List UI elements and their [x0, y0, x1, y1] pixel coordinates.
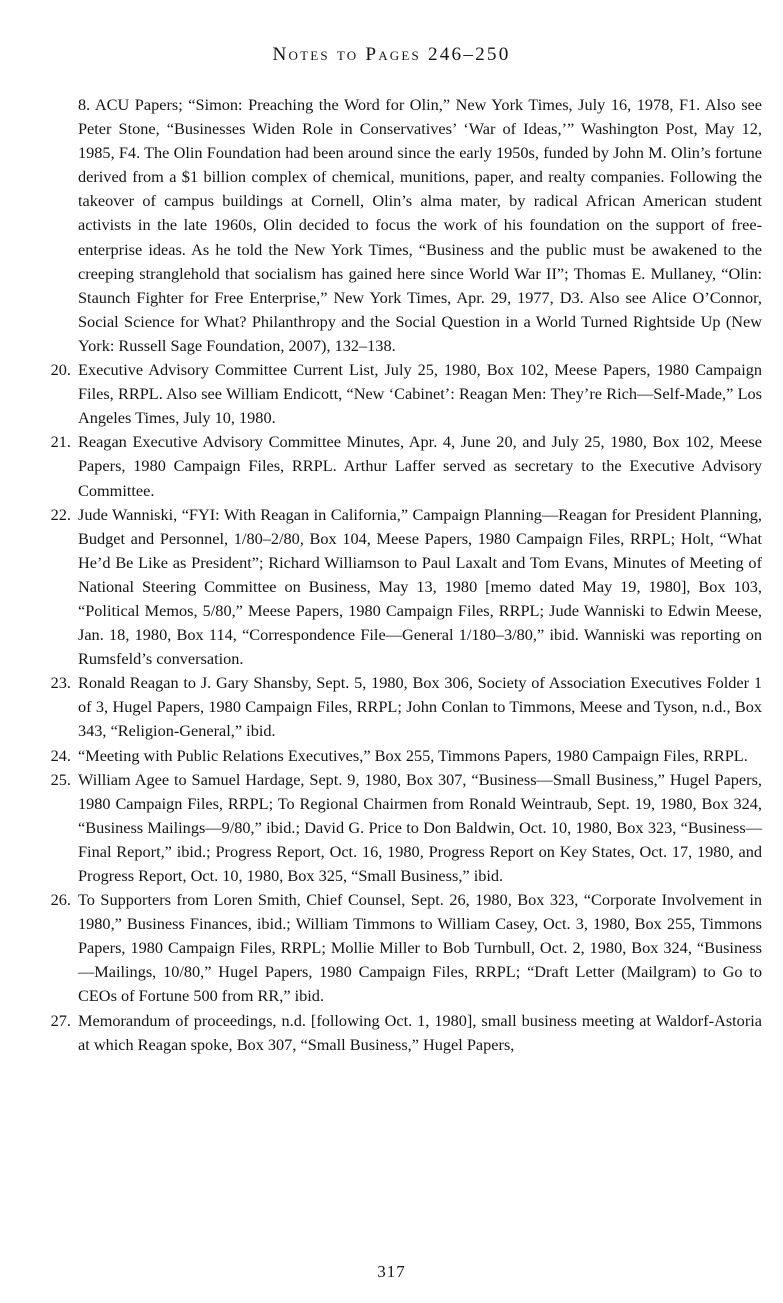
- endnote: [20, 1009, 762, 1057]
- endnote: [20, 671, 762, 743]
- endnote-text: “Meeting with Public Relations Executives,” Box 255, Timmons Papers, 1980 Campaign Files, RRPL.: [78, 745, 748, 765]
- endnote-text: Jude Wanniski, “FYI: With Reagan in California,” Campaign Planning—Reagan for President Planning, Budget and Personnel, 1/80–2/80, Box 104, Meese Papers, 1980 Campaign Files, RRPL; Holt, “What He’d Be Like as President”; Richard Williamson to Paul Laxalt and Tom Evans, Minutes of Meeting of National Steering Committee on Business, May 13, 1980 [memo dated May 19, 1980], Box 103, “Political Memos, 5/80,” Meese Papers, 1980 Campaign Files, RRPL; Jude Wanniski to Edwin Meese, Jan. 18, 1980, Box 114, “Correspondence File—General 1/180–3/80,” ibid. Wanniski was reporting on Rumsfeld’s conversation.: [78, 504, 762, 669]
- running-head: Notes to Pages 246–250: [272, 44, 511, 65]
- endnote: [20, 430, 762, 502]
- endnote-text: 8. ACU Papers; “Simon: Preaching the Word for Olin,” New York Times, July 16, 1978, F1. Also see Peter Stone, “Businesses Widen Role in Conservatives’ ‘War of Ideas,’” Washington Post, May 12, 1985, F4. The Olin Foundation had been around since the early 1950s, funded by John M. Olin’s fortune derived from a $1 billion complex of chemical, munitions, paper, and realty companies. Following the takeover of campus buildings at Cornell, Olin’s alma mater, by radical African American student activists in the late 1960s, Olin decided to focus the work of his foundation on the support of free-enterprise ideas. As he told the New York Times, “Business and the public must be awakened to the creeping stranglehold that socialism has gained here since World War II”; Thomas E. Mullaney, “Olin: Staunch Fighter for Free Enterprise,” New York Times, Apr. 29, 1977, D3. Also see Alice O’Connor, Social Science for What? Philanthropy and the Social Question in a World Turned Rightside Up (New York: Russell Sage Foundation, 2007), 132–138.: [78, 95, 762, 355]
- page-number: 317: [377, 1262, 406, 1281]
- endnote: [20, 768, 762, 888]
- endnote: [20, 744, 762, 768]
- endnotes-list: [20, 93, 762, 1057]
- endnote-continued: [20, 93, 762, 358]
- endnote: [20, 358, 762, 430]
- endnote-number: 22.: [50, 504, 71, 524]
- endnote-text: Memorandum of proceedings, n.d. [following Oct. 1, 1980], small business meeting at Waldorf-Astoria at which Reagan spoke, Box 307, “Small Business,” Hugel Papers,: [78, 1010, 762, 1054]
- endnote-text: Ronald Reagan to J. Gary Shansby, Sept. 5, 1980, Box 306, Society of Association Executives Folder 1 of 3, Hugel Papers, 1980 Campaign Files, RRPL; John Conlan to Timmons, Meese and Tyson, n.d., Box 343, “Religion-General,” ibid.: [78, 673, 762, 741]
- endnote-text: Executive Advisory Committee Current List, July 25, 1980, Box 102, Meese Papers, 1980 Campaign Files, RRPL. Also see William Endicott, “New ‘Cabinet’: Reagan Men: They’re Rich—Self-Made,” Los Angeles Times, July 10, 1980.: [78, 360, 762, 428]
- endnote-number: 21.: [50, 432, 71, 452]
- endnote-text: Reagan Executive Advisory Committee Minutes, Apr. 4, June 20, and July 25, 1980, Box 102, Meese Papers, 1980 Campaign Files, RRPL. Arthur Laffer served as secretary to the Executive Advisory Committee.: [78, 432, 762, 500]
- endnote-number: 24.: [50, 745, 71, 765]
- endnote-text: To Supporters from Loren Smith, Chief Counsel, Sept. 26, 1980, Box 323, “Corporate Involvement in 1980,” Business Finances, ibid.; William Timmons to William Casey, Oct. 3, 1980, Box 255, Timmons Papers, 1980 Campaign Files, RRPL; Mollie Miller to Bob Turnbull, Oct. 2, 1980, Box 324, “Business—Mailings, 10/80,” Hugel Papers, 1980 Campaign Files, RRPL; “Draft Letter (Mailgram) to Go to CEOs of Fortune 500 from RR,” ibid.: [78, 890, 762, 1006]
- endnote-number: 20.: [50, 360, 71, 380]
- endnote-number: 27.: [50, 1010, 71, 1030]
- endnote-text: William Agee to Samuel Hardage, Sept. 9, 1980, Box 307, “Business—Small Business,” Hugel Papers, 1980 Campaign Files, RRPL; To Regional Chairmen from Ronald Weintraub, Sept. 19, 1980, Box 324, “Business Mailings—9/80,” ibid.; David G. Price to Don Baldwin, Oct. 10, 1980, Box 323, “Business—Final Report,” ibid.; Progress Report, Oct. 16, 1980, Progress Report on Key States, Oct. 17, 1980, and Progress Report, Oct. 10, 1980, Box 325, “Small Business,” ibid.: [78, 769, 762, 885]
- endnote-number: 25.: [50, 769, 71, 789]
- endnote-number: 26.: [50, 890, 71, 910]
- endnote-number: 23.: [50, 673, 71, 693]
- endnote: [20, 503, 762, 672]
- endnote: [20, 888, 762, 1008]
